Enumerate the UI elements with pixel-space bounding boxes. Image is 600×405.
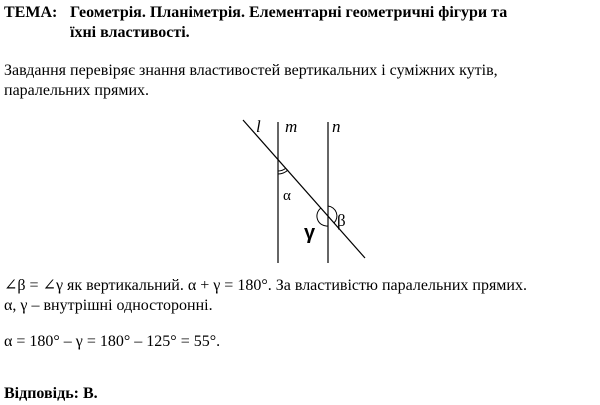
- answer-line: Відповідь: В.: [4, 385, 98, 402]
- calculation-line: α = 180° – γ = 180° – 125° = 55°.: [4, 333, 221, 350]
- task-line-1: Завдання перевіряє знання властивостей вертикальних і суміжних кутів,: [4, 62, 498, 79]
- explanation: [4, 276, 596, 316]
- geometry-diagram: [0, 110, 600, 270]
- topic-heading: [4, 3, 594, 43]
- task-line-2: паралельних прямих.: [4, 82, 150, 99]
- angle-alpha-arc-inner: [278, 168, 286, 171]
- angle-gamma-label: γ: [304, 222, 316, 244]
- line-n-label: n: [332, 117, 341, 136]
- line-m-label: m: [285, 117, 298, 136]
- topic-line-1: Геометрія. Планіметрія. Елементарні геометричні фігури та: [70, 4, 508, 21]
- task-description: [4, 61, 594, 101]
- angle-beta-label: β: [337, 211, 346, 230]
- explanation-line-1: ∠β = ∠γ як вертикальний. α + γ = 180°. За властивістю паралельних прямих.: [4, 277, 527, 294]
- geometry-figure: [0, 110, 600, 270]
- angle-alpha-label: α: [283, 188, 291, 204]
- explanation-line-2: α, γ – внутрішні односторонні.: [4, 297, 213, 314]
- line-l-label: l: [256, 117, 261, 136]
- topic-line-2: їхні властивості.: [70, 24, 190, 41]
- topic-label: ТЕМА:: [4, 4, 58, 21]
